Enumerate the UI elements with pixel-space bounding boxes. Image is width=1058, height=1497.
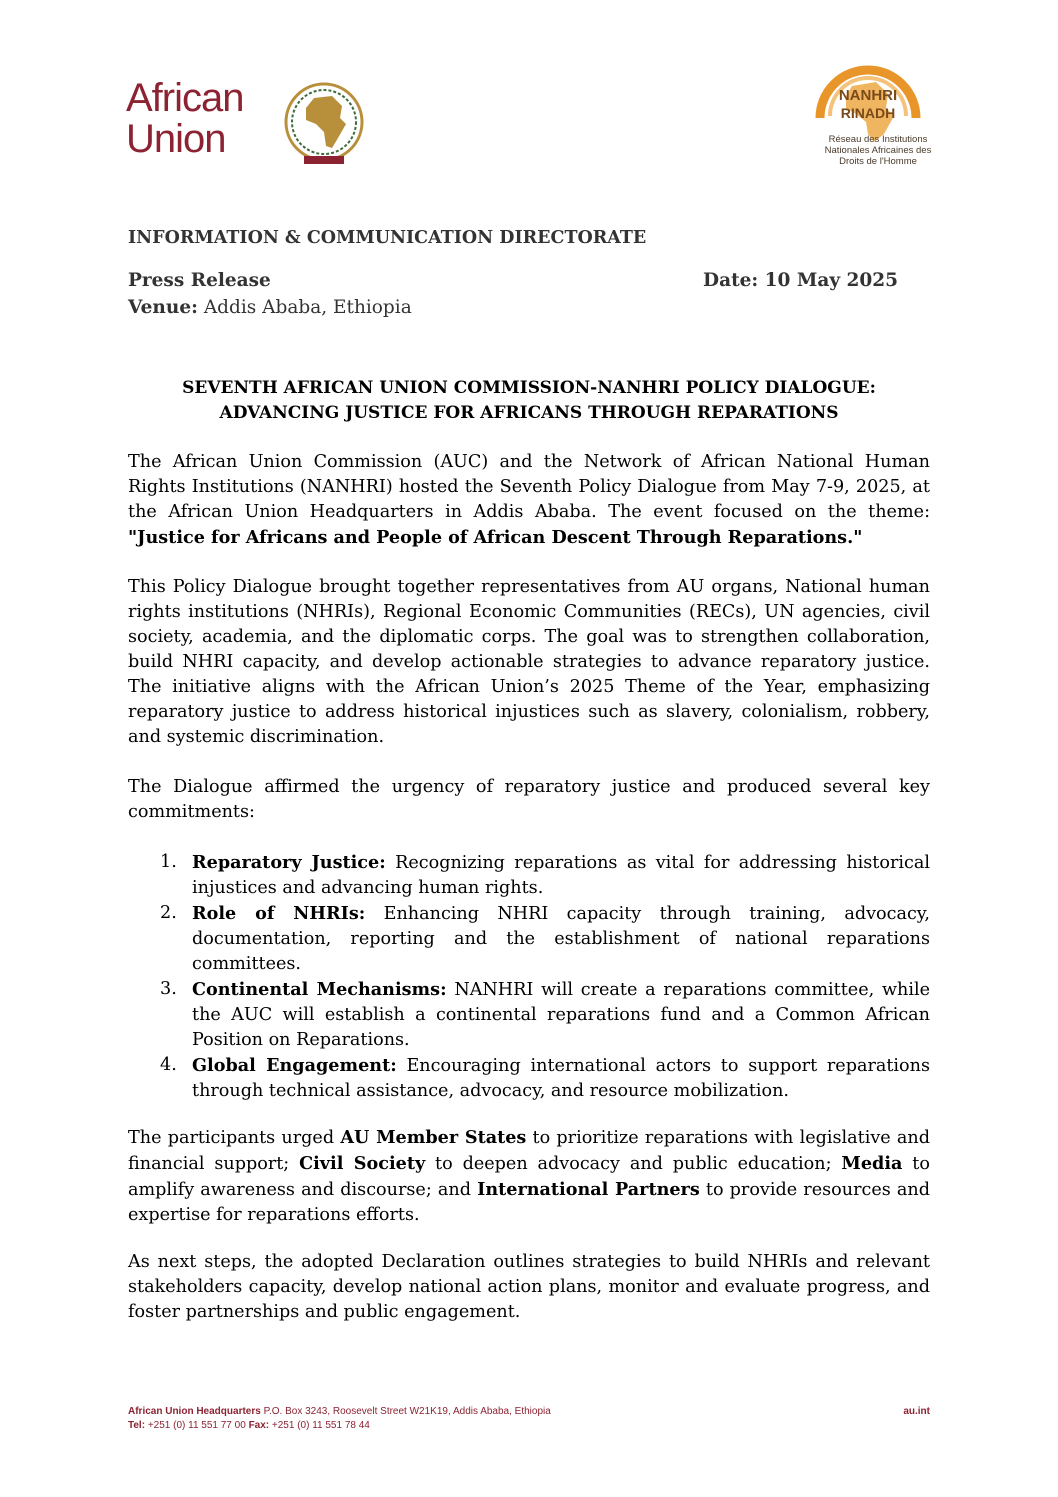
venue-line xyxy=(128,297,412,318)
list-item-text: NANHRI will create a reparations committee, while the AUC will establish a continental reparations fund and a Common African Position on Reparations. xyxy=(192,980,931,1050)
urges-text: to prioritize reparations with legislative and financial support; xyxy=(128,1128,930,1174)
urges-text: The participants urged xyxy=(128,1128,341,1148)
paragraph-participants: This Policy Dialogue brought together representatives from AU organs, National human rights institutions (NHRIs), Regional Economic Communities (RECs), UN agencies, civil society, academia, and the diplomatic corps. The goal was to strengthen collaboration, build NHRI capacity, and develop actionable strategies to advance reparatory justice. The initiative aligns with the African Union’s 2025 Theme of the Year, emphasizing reparatory justice to address historical injustices such as slavery, colonialism, robbery, and systemic discrimination. xyxy=(128,577,930,747)
press-release-label: Press Release xyxy=(128,270,271,291)
list-item xyxy=(128,977,930,1053)
list-number: 2. xyxy=(160,903,177,923)
urges-media: Media xyxy=(841,1153,903,1174)
footer xyxy=(128,1405,930,1433)
urges-text: to provide resources and expertise for reparations efforts. xyxy=(128,1180,931,1225)
commitments-list xyxy=(128,850,930,1104)
au-emblem-icon xyxy=(276,80,376,168)
intro-text: The African Union Commission (AUC) and the Network of African National Human Rights Institutions (NANHRI) hosted the Seventh Policy Dialogue from May 7-9, 2025, at the African Union Headquarters in Addis Ababa. The event focused on the theme: xyxy=(128,452,930,522)
urges-international-partners: International Partners xyxy=(477,1179,700,1200)
urges-civil-society: Civil Society xyxy=(299,1153,426,1174)
list-item-title: Role of NHRIs: xyxy=(192,903,366,924)
headline: SEVENTH AFRICAN UNION COMMISSION-NANHRI POLICY DIALOGUE: ADVANCING JUSTICE FOR AFRICANS THROUGH REPARATIONS xyxy=(182,378,876,423)
paragraph-intro xyxy=(128,450,930,551)
urges-text: to amplify awareness and discourse; and xyxy=(128,1154,930,1200)
directorate-heading: INFORMATION & COMMUNICATION DIRECTORATE xyxy=(128,228,647,248)
list-number: 4. xyxy=(160,1055,177,1075)
urges-member-states: AU Member States xyxy=(340,1127,527,1148)
footer-hq-label: African Union Headquarters xyxy=(128,1406,261,1417)
venue-label: Venue: xyxy=(128,297,198,318)
african-union-logo xyxy=(126,78,386,170)
list-item-title: Reparatory Justice: xyxy=(192,852,386,873)
paragraph-urges xyxy=(128,1125,930,1228)
paragraph-next-steps: As next steps, the adopted Declaration outlines strategies to build NHRIs and relevant stakeholders capacity, develop national action plans, monitor and evaluate progress, and foster partnerships and public engagement. xyxy=(128,1252,930,1322)
intro-theme: "Justice for Africans and People of African Descent Through Reparations." xyxy=(128,527,863,548)
list-item-title: Global Engagement: xyxy=(192,1055,397,1076)
urges-text: to deepen advocacy and public education; xyxy=(425,1154,842,1174)
nanhri-subtitle: Réseau des Institutions Nationales Africaines des Droits de l'Homme xyxy=(824,134,932,167)
paragraph-commitments-intro: The Dialogue affirmed the urgency of reparatory justice and produced several key commitments: xyxy=(128,777,930,822)
list-item-text: Recognizing reparations as vital for addressing historical injustices and advancing human rights. xyxy=(192,853,930,898)
list-number: 1. xyxy=(160,852,177,872)
venue-value: Addis Ababa, Ethiopia xyxy=(197,297,412,318)
list-item xyxy=(128,1053,930,1104)
list-item xyxy=(128,901,930,977)
list-item-text: Encouraging international actors to support reparations through technical assistance, advocacy, and resource mobilization. xyxy=(192,1056,931,1101)
footer-fax-label: Fax: xyxy=(248,1420,270,1431)
footer-tel-label: Tel: xyxy=(128,1420,146,1431)
list-item-title: Continental Mechanisms: xyxy=(192,979,447,1000)
nanhri-alt-name: RINADH xyxy=(840,105,896,121)
footer-fax: +251 (0) 11 551 78 44 xyxy=(269,1420,370,1431)
release-date: Date: 10 May 2025 xyxy=(703,270,898,291)
footer-contact xyxy=(128,1419,930,1433)
list-item xyxy=(128,850,930,901)
au-logo-line2: Union xyxy=(126,117,226,161)
footer-website-link[interactable]: au.int xyxy=(903,1406,930,1417)
nanhri-name: NANHRI xyxy=(838,87,898,104)
au-logo-text xyxy=(126,78,244,160)
footer-address xyxy=(128,1405,930,1419)
list-item-text: Enhancing NHRI capacity through training, advocacy, documentation, reporting and the establishment of national reparations committees. xyxy=(192,904,931,974)
footer-tel: +251 (0) 11 551 77 00 xyxy=(145,1420,249,1431)
au-logo-line1: African xyxy=(126,76,244,120)
list-number: 3. xyxy=(160,979,177,999)
footer-hq-address: P.O. Box 3243, Roosevelt Street W21K19, Addis Ababa, Ethiopia xyxy=(260,1406,551,1417)
